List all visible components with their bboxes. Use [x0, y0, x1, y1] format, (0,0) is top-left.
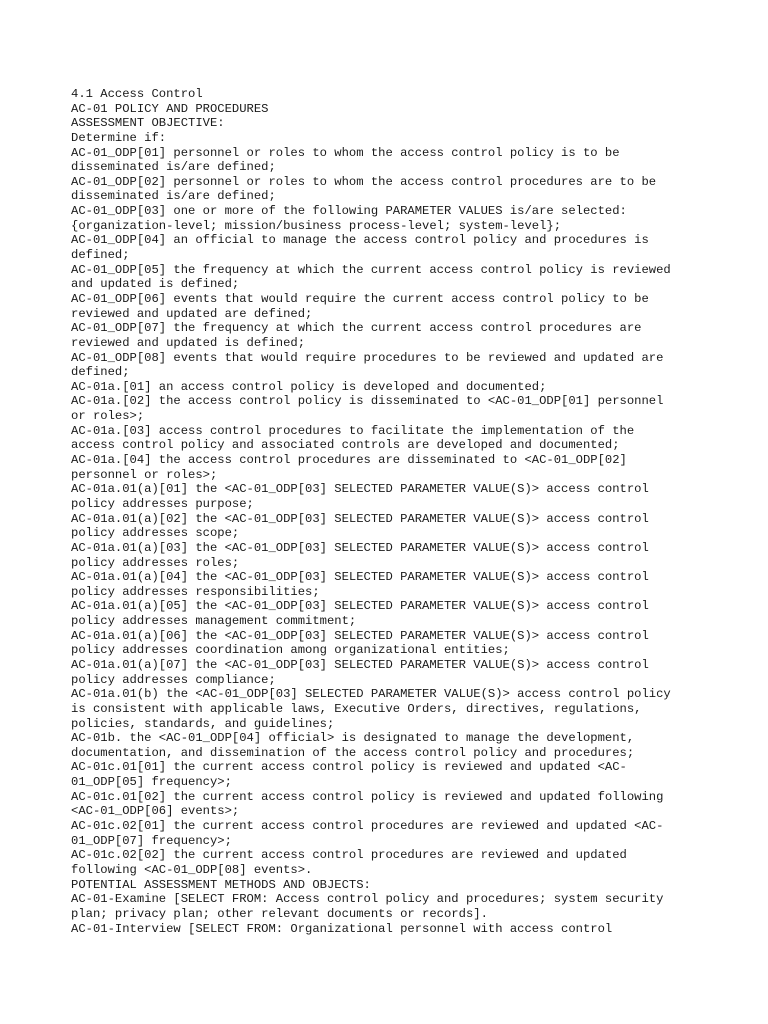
text-line: AC-01a.[04] the access control procedures are disseminated to <AC-01_ODP[02] [71, 453, 627, 468]
text-line: policy addresses compliance; [71, 672, 276, 687]
text-line: AC-01_ODP[07] the frequency at which the current access control procedures are [71, 321, 642, 336]
text-line: AC-01a.01(a)[05] the <AC-01_ODP[03] SELECTED PARAMETER VALUE(S)> access control [71, 599, 649, 614]
text-line: AC-01a.[03] access control procedures to facilitate the implementation of the [71, 423, 635, 438]
text-line: disseminated is/are defined; [71, 160, 276, 175]
text-line: access control policy and associated controls are developed and documented; [71, 438, 620, 453]
text-line: 01_ODP[07] frequency>; [71, 833, 232, 848]
text-line: AC-01c.01[02] the current access control policy is reviewed and updated following [71, 789, 664, 804]
document-body [71, 87, 751, 936]
text-line: AC-01c.01[01] the current access control policy is reviewed and updated <AC- [71, 760, 627, 775]
text-line: policy addresses management commitment; [71, 614, 357, 629]
text-line: policy addresses scope; [71, 526, 240, 541]
text-line: AC-01_ODP[06] events that would require the current access control policy to be [71, 291, 649, 306]
text-line: AC-01_ODP[04] an official to manage the access control policy and procedures is [71, 233, 649, 248]
text-line: policies, standards, and guidelines; [71, 716, 335, 731]
text-line: AC-01c.02[01] the current access control procedures are reviewed and updated <AC- [71, 819, 664, 834]
text-line: AC-01_ODP[05] the frequency at which the current access control policy is reviewed [71, 262, 671, 277]
text-line: reviewed and updated are defined; [71, 306, 313, 321]
text-line: AC-01c.02[02] the current access control procedures are reviewed and updated [71, 848, 627, 863]
text-line: personnel or roles>; [71, 467, 218, 482]
text-line: AC-01_ODP[03] one or more of the following PARAMETER VALUES is/are selected: [71, 204, 627, 219]
text-line: or roles>; [71, 409, 145, 424]
text-line: AC-01_ODP[02] personnel or roles to whom the access control procedures are to be [71, 174, 657, 189]
section-heading: 4.1 Access Control [71, 87, 203, 101]
text-line: <AC-01_ODP[06] events>; [71, 804, 240, 819]
text-line: AC-01a.01(a)[04] the <AC-01_ODP[03] SELECTED PARAMETER VALUE(S)> access control [71, 570, 649, 585]
text-line: disseminated is/are defined; [71, 189, 276, 204]
text-line: POTENTIAL ASSESSMENT METHODS AND OBJECTS: [71, 877, 371, 892]
text-line: policy addresses roles; [71, 555, 240, 570]
text-line: AC-01-Examine [SELECT FROM: Access control policy and procedures; system security [71, 892, 664, 907]
text-line: {organization-level; mission/business process-level; system-level}; [71, 218, 562, 233]
text-line: defined; [71, 365, 130, 380]
text-line: AC-01a.[02] the access control policy is disseminated to <AC-01_ODP[01] personnel [71, 394, 664, 409]
text-line: reviewed and updated is defined; [71, 335, 306, 350]
text-line: defined; [71, 248, 130, 263]
text-line: AC-01a.01(a)[02] the <AC-01_ODP[03] SELECTED PARAMETER VALUE(S)> access control [71, 511, 649, 526]
text-line: AC-01a.[01] an access control policy is developed and documented; [71, 379, 547, 394]
text-line: policy addresses purpose; [71, 496, 254, 511]
text-line: policy addresses responsibilities; [71, 584, 320, 599]
text-line: AC-01_ODP[08] events that would require procedures to be reviewed and updated are [71, 350, 664, 365]
text-line: AC-01b. the <AC-01_ODP[04] official> is designated to manage the development, [71, 731, 635, 746]
text-line: AC-01a.01(a)[07] the <AC-01_ODP[03] SELECTED PARAMETER VALUE(S)> access control [71, 657, 649, 672]
text-line: AC-01a.01(a)[06] the <AC-01_ODP[03] SELECTED PARAMETER VALUE(S)> access control [71, 628, 649, 643]
text-line: documentation, and dissemination of the access control policy and procedures; [71, 745, 635, 760]
text-line: policy addresses coordination among organizational entities; [71, 643, 510, 658]
text-line: AC-01a.01(a)[01] the <AC-01_ODP[03] SELECTED PARAMETER VALUE(S)> access control [71, 482, 649, 497]
text-line: 01_ODP[05] frequency>; [71, 775, 232, 790]
text-line: AC-01 POLICY AND PROCEDURES [71, 101, 269, 116]
text-line: ASSESSMENT OBJECTIVE: [71, 116, 225, 131]
text-line: plan; privacy plan; other relevant documents or records]. [71, 906, 488, 921]
text-line: AC-01a.01(a)[03] the <AC-01_ODP[03] SELECTED PARAMETER VALUE(S)> access control [71, 540, 649, 555]
text-line: AC-01-Interview [SELECT FROM: Organizational personnel with access control [71, 921, 613, 936]
text-line: and updated is defined; [71, 277, 240, 292]
text-line: AC-01a.01(b) the <AC-01_ODP[03] SELECTED PARAMETER VALUE(S)> access control policy [71, 687, 671, 702]
text-line: following <AC-01_ODP[08] events>. [71, 862, 313, 877]
text-line: AC-01_ODP[01] personnel or roles to whom the access control policy is to be [71, 145, 620, 160]
text-line: is consistent with applicable laws, Executive Orders, directives, regulations, [71, 701, 642, 716]
text-line: Determine if: [71, 130, 167, 145]
